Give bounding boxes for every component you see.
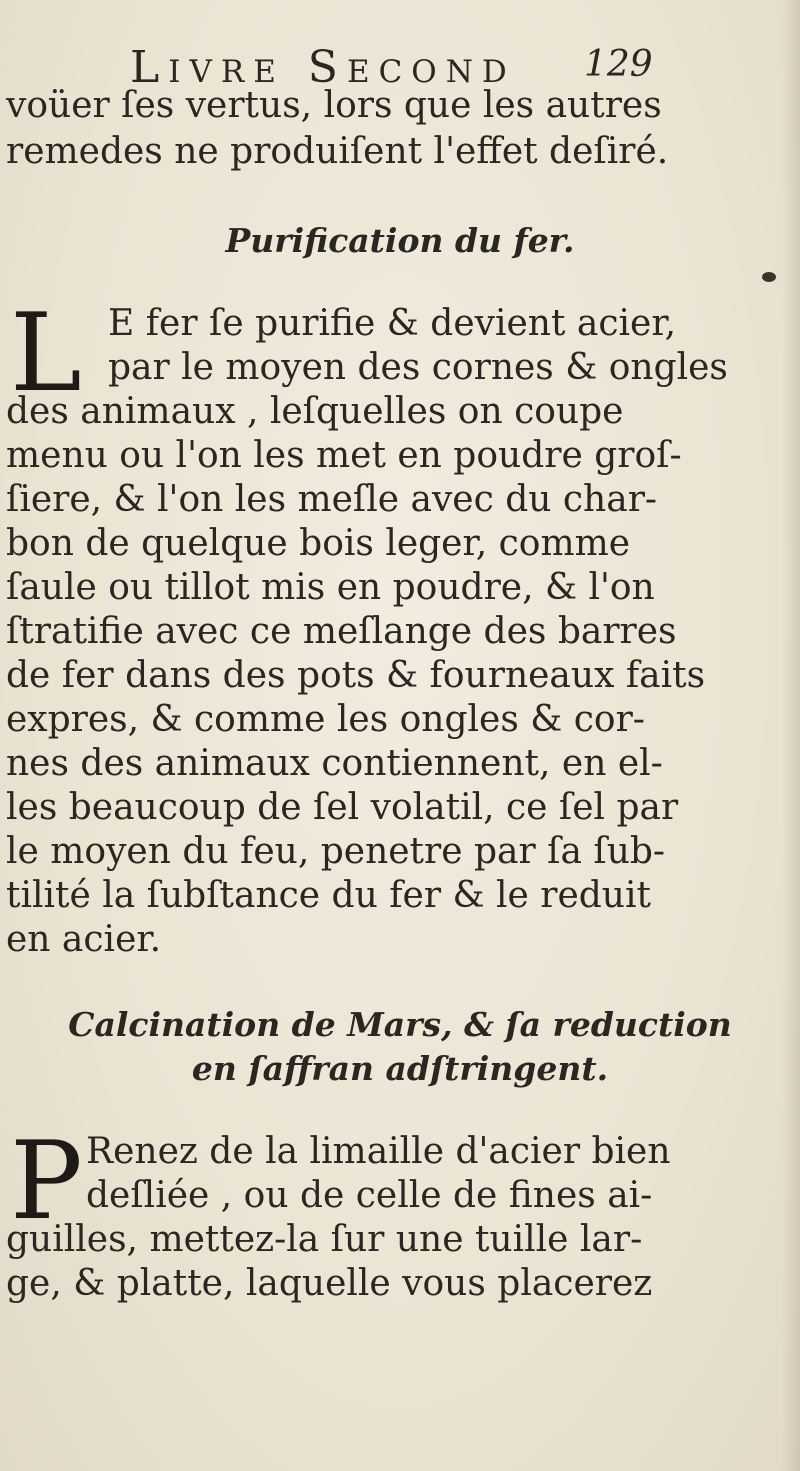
paragraph-line: E fer ſe purifie & devient acier, bbox=[108, 303, 677, 344]
paragraph-line: les beaucoup de ſel volatil, ce ſel par bbox=[6, 787, 679, 828]
paragraph-line: expres, & comme les ongles & cor- bbox=[6, 699, 645, 740]
running-title: Livre Second bbox=[130, 42, 516, 93]
paragraph-line: bon de quelque bois leger, comme bbox=[6, 523, 631, 564]
paragraph-line: tilité la ſubſtance du fer & le reduit bbox=[6, 875, 651, 916]
paragraph-line: ge, & platte, laquelle vous placerez bbox=[6, 1263, 653, 1304]
section-heading-calcination-2: en ſaffran adſtringent. bbox=[191, 1049, 609, 1088]
paragraph-line: ſtratifie avec ce meſlange des barres bbox=[6, 611, 677, 652]
page-number: 129 bbox=[584, 44, 653, 85]
paragraph-line: des animaux , leſquelles on coupe bbox=[6, 391, 624, 432]
paragraph-line: guilles, mettez-la ſur une tuille lar- bbox=[6, 1219, 643, 1260]
paragraph-line: ſiere, & l'on les meſle avec du char- bbox=[6, 479, 658, 520]
paragraph-line: ſaule ou tillot mis en poudre, & l'on bbox=[6, 567, 655, 608]
drop-cap-p: P bbox=[10, 1119, 83, 1244]
paragraph-line: menu ou l'on les met en poudre groſ- bbox=[6, 435, 682, 476]
paragraph-line: de fer dans des pots & fourneaux faits bbox=[6, 655, 706, 696]
ink-spot-ornament bbox=[762, 272, 776, 282]
paragraph-line: par le moyen des cornes & ongles bbox=[108, 347, 728, 388]
paragraph-line: Renez de la limaille d'acier bien bbox=[86, 1131, 671, 1172]
intro-line-2: remedes ne produiſent l'effet deſiré. bbox=[6, 131, 669, 172]
paragraph-line: le moyen du feu, penetre par ſa ſub- bbox=[6, 831, 666, 872]
section-heading-calcination-1: Calcination de Mars, & ſa reduction bbox=[68, 1005, 732, 1044]
drop-cap-l: L bbox=[10, 291, 82, 416]
paragraph-line: nes des animaux contiennent, en el- bbox=[6, 743, 663, 784]
paragraph-line: en acier. bbox=[6, 919, 162, 960]
section-heading-purification: Purification du fer. bbox=[225, 221, 575, 260]
intro-line-1: voüer ſes vertus, lors que les autres bbox=[6, 85, 662, 126]
paragraph-line: deſliée , ou de celle de fines ai- bbox=[86, 1175, 653, 1216]
